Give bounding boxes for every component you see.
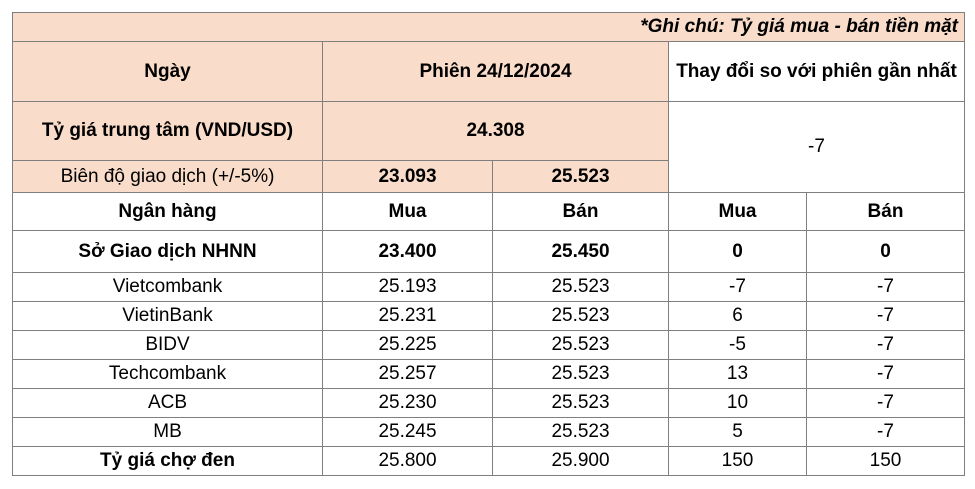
buy-change: 150 [669, 447, 807, 476]
bank-name: MB [13, 418, 323, 447]
sell-column-header: Bán [493, 193, 669, 231]
change-header: Thay đổi so với phiên gần nhất [669, 42, 965, 102]
table-row [13, 360, 965, 389]
sell-change: -7 [807, 331, 965, 360]
bank-name: Vietcombank [13, 273, 323, 302]
buy-column-header: Mua [323, 193, 493, 231]
buy-change: 10 [669, 389, 807, 418]
header-row [13, 42, 965, 102]
session-header: Phiên 24/12/2024 [323, 42, 669, 102]
cash-rate-note: *Ghi chú: Tỷ giá mua - bán tiền mặt [13, 13, 965, 42]
sell-change: -7 [807, 418, 965, 447]
buy-change: -7 [669, 273, 807, 302]
table-row [13, 231, 965, 273]
bank-name: Sở Giao dịch NHNN [13, 231, 323, 273]
band-low: 23.093 [323, 161, 493, 193]
bank-name: VietinBank [13, 302, 323, 331]
date-header: Ngày [13, 42, 323, 102]
buy-rate: 25.800 [323, 447, 493, 476]
buy-change: 6 [669, 302, 807, 331]
change-sell-column-header: Bán [807, 193, 965, 231]
sell-change: -7 [807, 360, 965, 389]
buy-rate: 25.257 [323, 360, 493, 389]
buy-rate: 23.400 [323, 231, 493, 273]
buy-change: -5 [669, 331, 807, 360]
sell-rate: 25.523 [493, 273, 669, 302]
bank-column-header: Ngân hàng [13, 193, 323, 231]
bank-name: Techcombank [13, 360, 323, 389]
sell-change: -7 [807, 302, 965, 331]
buy-rate: 25.245 [323, 418, 493, 447]
sell-rate: 25.450 [493, 231, 669, 273]
central-rate-row [13, 102, 965, 161]
sell-change: -7 [807, 273, 965, 302]
table-row [13, 389, 965, 418]
exchange-rate-table [12, 12, 965, 476]
sell-rate: 25.523 [493, 331, 669, 360]
buy-rate: 25.230 [323, 389, 493, 418]
buy-change: 5 [669, 418, 807, 447]
sell-rate: 25.523 [493, 302, 669, 331]
exchange-rate-table-wrapper [12, 12, 965, 476]
buy-change: 13 [669, 360, 807, 389]
bank-name: ACB [13, 389, 323, 418]
band-label: Biên độ giao dịch (+/-5%) [13, 161, 323, 193]
buy-rate: 25.193 [323, 273, 493, 302]
column-header-row [13, 193, 965, 231]
sell-change: 0 [807, 231, 965, 273]
sell-rate: 25.523 [493, 360, 669, 389]
buy-rate: 25.225 [323, 331, 493, 360]
central-rate-change: -7 [669, 102, 965, 193]
band-high: 25.523 [493, 161, 669, 193]
buy-rate: 25.231 [323, 302, 493, 331]
table-row [13, 331, 965, 360]
table-row [13, 302, 965, 331]
sell-change: -7 [807, 389, 965, 418]
table-row [13, 273, 965, 302]
table-row [13, 418, 965, 447]
change-buy-column-header: Mua [669, 193, 807, 231]
sell-change: 150 [807, 447, 965, 476]
central-rate-label: Tỷ giá trung tâm (VND/USD) [13, 102, 323, 161]
bank-name: BIDV [13, 331, 323, 360]
note-row [13, 13, 965, 42]
table-row [13, 447, 965, 476]
central-rate-value: 24.308 [323, 102, 669, 161]
sell-rate: 25.523 [493, 389, 669, 418]
sell-rate: 25.523 [493, 418, 669, 447]
buy-change: 0 [669, 231, 807, 273]
bank-name: Tỷ giá chợ đen [13, 447, 323, 476]
sell-rate: 25.900 [493, 447, 669, 476]
